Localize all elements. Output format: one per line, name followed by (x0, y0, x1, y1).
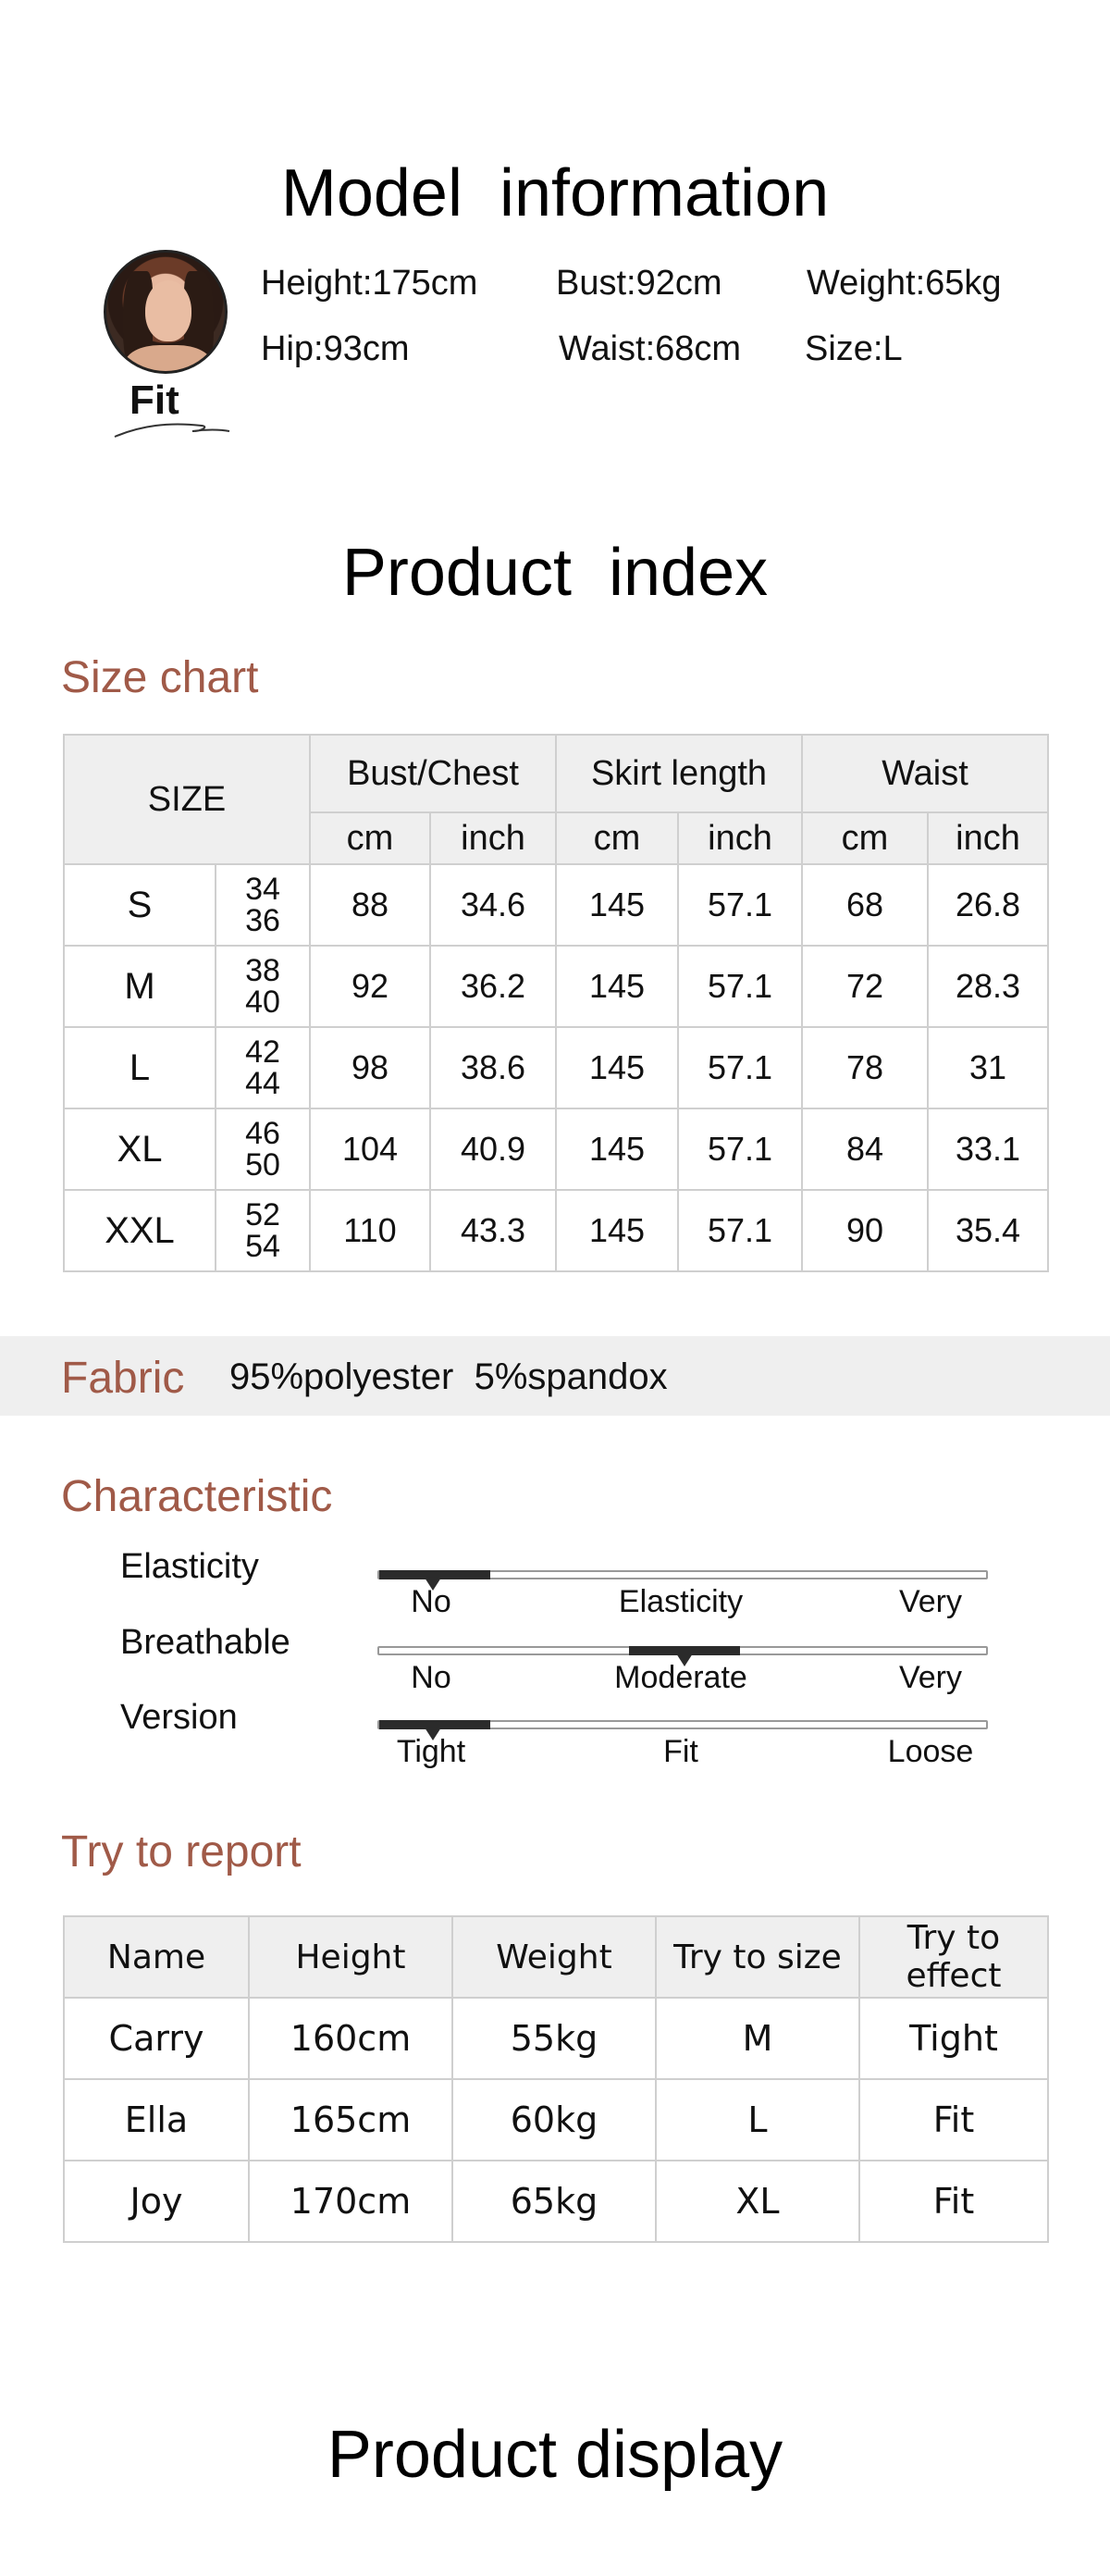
eu-size-cell: 38 40 (216, 946, 310, 1027)
value-cell: 26.8 (928, 864, 1048, 946)
column-header: Height (249, 1916, 452, 1998)
table-row (64, 2079, 1048, 2161)
report-cell: 55kg (452, 1998, 656, 2079)
scale-tick: No (411, 1660, 451, 1695)
column-header: Try to effect (859, 1916, 1048, 1998)
value-cell: 38.6 (430, 1027, 556, 1108)
table-row (64, 1190, 1048, 1271)
report-cell: Carry (64, 1998, 249, 2079)
try-report-title: Try to report (61, 1827, 302, 1876)
report-cell: M (656, 1998, 859, 2079)
eu-size-cell: 34 36 (216, 864, 310, 946)
size-chart-table (63, 734, 1049, 1272)
model-avatar (104, 250, 228, 374)
value-cell: 92 (310, 946, 430, 1027)
scale-tick: Moderate (614, 1660, 747, 1695)
characteristic-label: Version (120, 1698, 238, 1737)
value-cell: 57.1 (678, 864, 802, 946)
value-cell: 57.1 (678, 946, 802, 1027)
size-cell: M (64, 946, 216, 1027)
model-hip: Hip:93cm (261, 329, 410, 368)
fit-logo-label: Fit (130, 378, 179, 423)
value-cell: 35.4 (928, 1190, 1048, 1271)
table-row (64, 1108, 1048, 1190)
size-cell: XXL (64, 1190, 216, 1271)
model-size: Size:L (805, 329, 903, 368)
eu-size-cell: 42 44 (216, 1027, 310, 1108)
scale-tick: Very (898, 1660, 963, 1695)
value-cell: 88 (310, 864, 430, 946)
scale-tick: Loose (887, 1734, 974, 1769)
scale-tick: No (411, 1584, 451, 1619)
report-cell: Tight (859, 1998, 1048, 2079)
value-cell: 31 (928, 1027, 1048, 1108)
table-row (64, 1027, 1048, 1108)
model-height: Height:175cm (261, 264, 478, 303)
fabric-title: Fabric (61, 1354, 185, 1403)
value-cell: 145 (556, 1108, 678, 1190)
size-header: SIZE (64, 735, 310, 864)
value-cell: 145 (556, 946, 678, 1027)
elasticity-scale (377, 1570, 988, 1579)
characteristic-label: Elasticity (120, 1547, 259, 1586)
column-header: Weight (452, 1916, 656, 1998)
scale-tick: Fit (663, 1734, 698, 1769)
value-cell: 28.3 (928, 946, 1048, 1027)
report-cell: 170cm (249, 2161, 452, 2242)
report-cell: 65kg (452, 2161, 656, 2242)
column-header: Try to size (656, 1916, 859, 1998)
value-cell: 40.9 (430, 1108, 556, 1190)
group-header: Bust/Chest (310, 735, 556, 812)
table-row (64, 946, 1048, 1027)
unit-header: inch (678, 812, 802, 864)
model-bust: Bust:92cm (556, 264, 722, 303)
report-cell: Ella (64, 2079, 249, 2161)
scale-tick: Very (898, 1584, 963, 1619)
size-cell: XL (64, 1108, 216, 1190)
value-cell: 43.3 (430, 1190, 556, 1271)
value-cell: 57.1 (678, 1108, 802, 1190)
eu-size-cell: 52 54 (216, 1190, 310, 1271)
value-cell: 84 (802, 1108, 928, 1190)
unit-header: cm (802, 812, 928, 864)
report-cell: Joy (64, 2161, 249, 2242)
try-report-table (63, 1915, 1049, 2243)
characteristic-title: Characteristic (61, 1472, 333, 1521)
value-cell: 110 (310, 1190, 430, 1271)
unit-header: inch (928, 812, 1048, 864)
model-weight: Weight:65kg (807, 264, 1002, 303)
report-cell: 165cm (249, 2079, 452, 2161)
column-header: Name (64, 1916, 249, 1998)
scale-tick: Elasticity (618, 1584, 744, 1619)
report-cell: Fit (859, 2161, 1048, 2242)
table-row (64, 1998, 1048, 2079)
value-cell: 78 (802, 1027, 928, 1108)
size-cell: L (64, 1027, 216, 1108)
scale-tick: Tight (396, 1734, 466, 1769)
size-chart-title: Size chart (61, 653, 259, 702)
report-cell: XL (656, 2161, 859, 2242)
value-cell: 57.1 (678, 1190, 802, 1271)
unit-header: cm (556, 812, 678, 864)
report-cell: 160cm (249, 1998, 452, 2079)
report-cell: 60kg (452, 2079, 656, 2161)
size-cell: S (64, 864, 216, 946)
unit-header: cm (310, 812, 430, 864)
group-header: Skirt length (556, 735, 802, 812)
report-cell: L (656, 2079, 859, 2161)
value-cell: 68 (802, 864, 928, 946)
unit-header: inch (430, 812, 556, 864)
value-cell: 34.6 (430, 864, 556, 946)
version-scale (377, 1720, 988, 1729)
table-row (64, 2161, 1048, 2242)
value-cell: 145 (556, 1190, 678, 1271)
characteristic-label: Breathable (120, 1623, 290, 1662)
group-header: Waist (802, 735, 1048, 812)
value-cell: 145 (556, 1027, 678, 1108)
value-cell: 57.1 (678, 1027, 802, 1108)
eu-size-cell: 46 50 (216, 1108, 310, 1190)
value-cell: 98 (310, 1027, 430, 1108)
fabric-composition: 95%polyester 5%spandox (229, 1356, 668, 1397)
report-cell: Fit (859, 2079, 1048, 2161)
value-cell: 90 (802, 1190, 928, 1271)
model-information-title: Model information (280, 156, 830, 230)
value-cell: 33.1 (928, 1108, 1048, 1190)
fit-swoosh-icon (113, 418, 231, 440)
model-waist: Waist:68cm (559, 329, 742, 368)
breathable-scale (377, 1646, 988, 1655)
value-cell: 104 (310, 1108, 430, 1190)
value-cell: 36.2 (430, 946, 556, 1027)
value-cell: 72 (802, 946, 928, 1027)
product-display-title: Product display (327, 2418, 783, 2492)
value-cell: 145 (556, 864, 678, 946)
product-index-title: Product index (341, 536, 769, 610)
table-row (64, 864, 1048, 946)
